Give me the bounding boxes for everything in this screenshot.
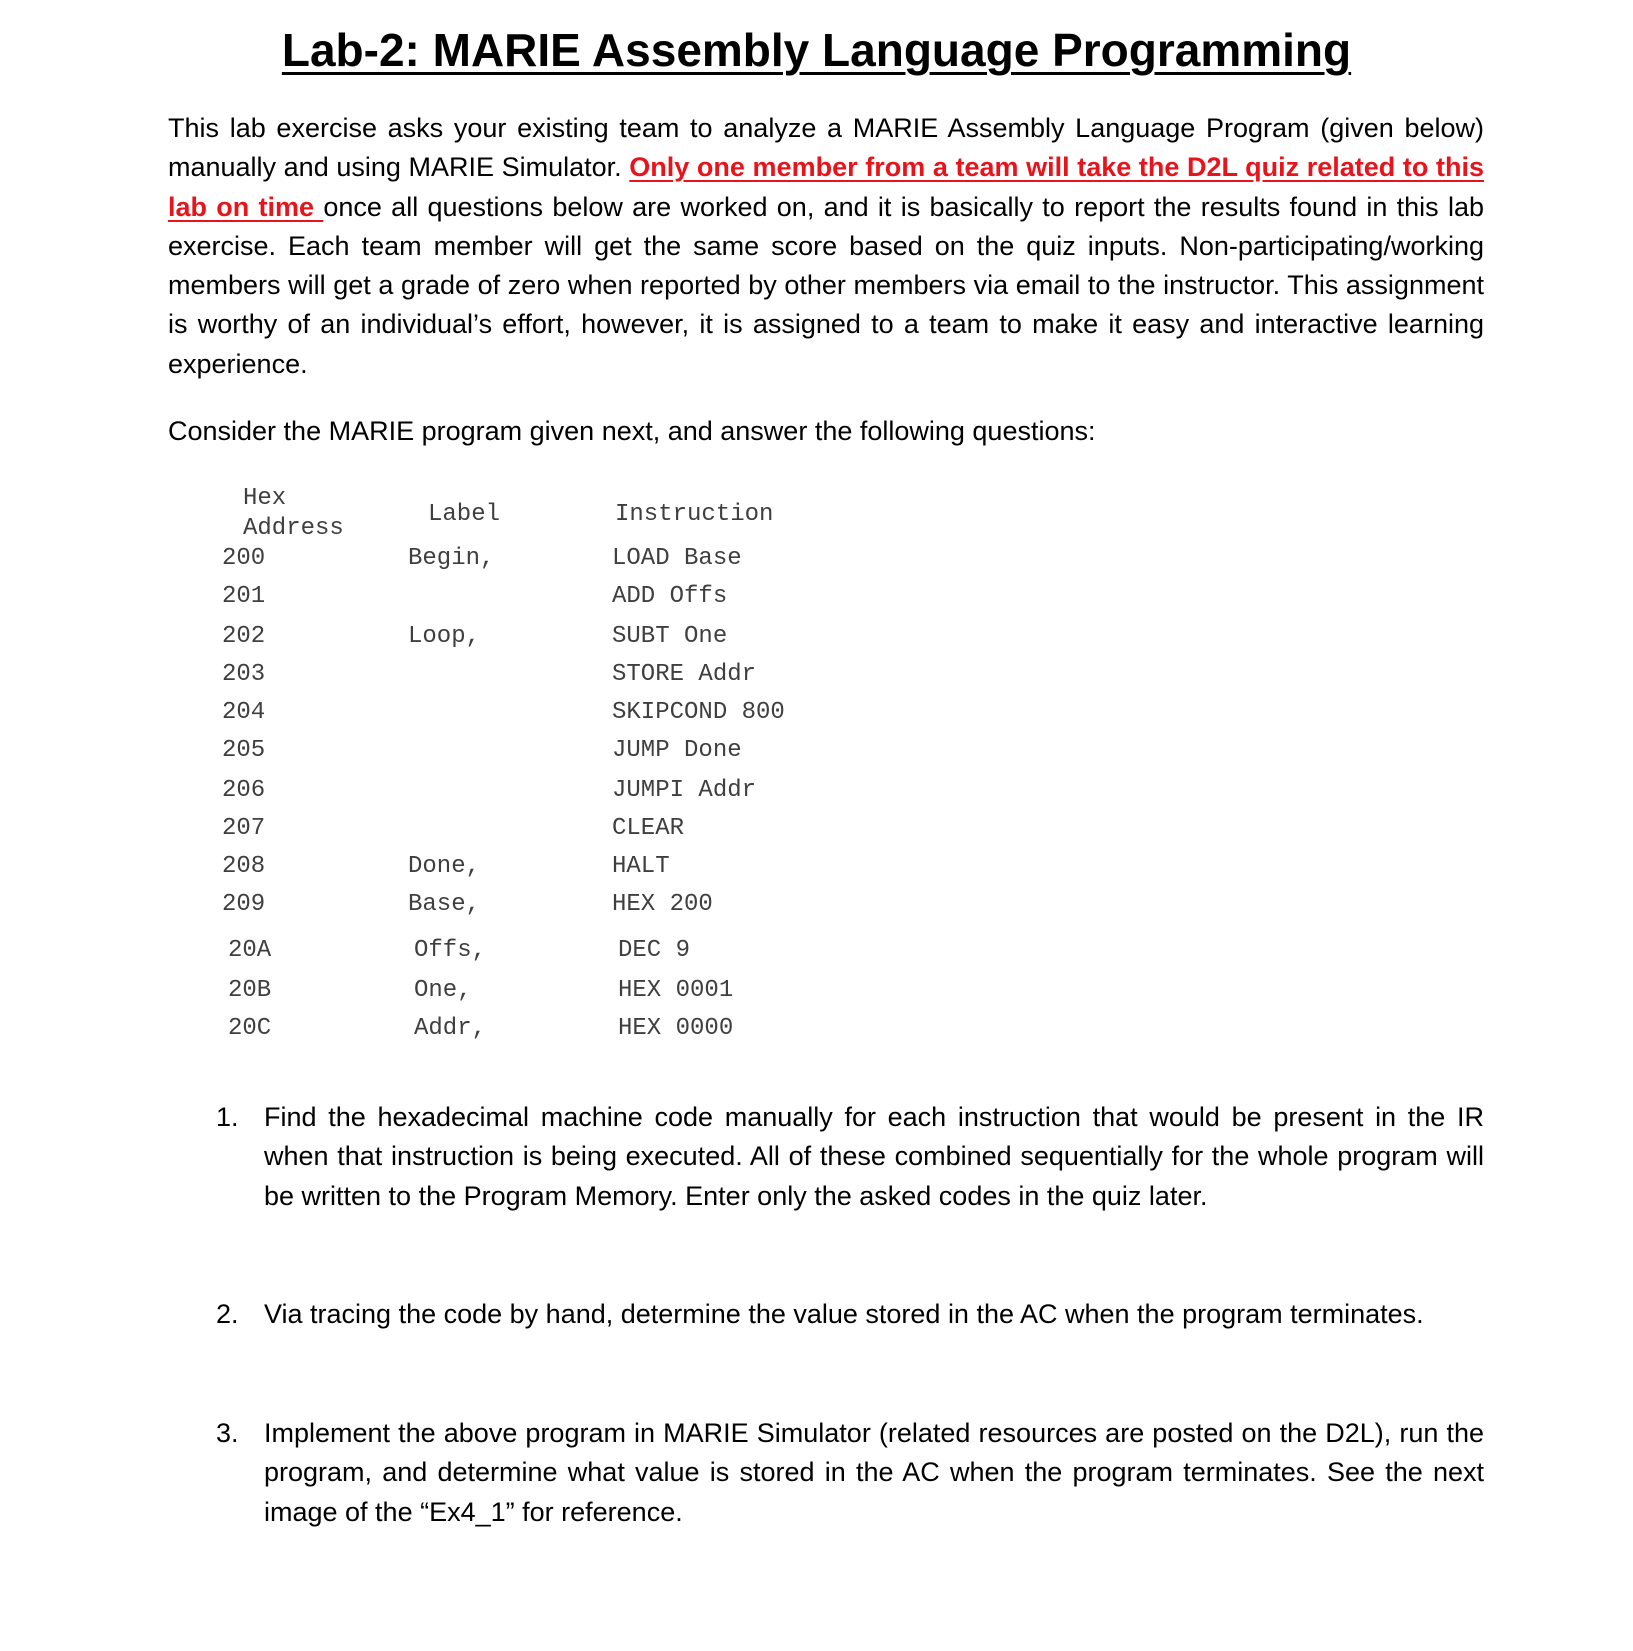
row-instruction: JUMPI Addr <box>612 777 757 804</box>
table-row <box>0 1014 1633 1044</box>
question-text: Implement the above program in MARIE Simulator (related resources are posted on the D2L), run the program, and determine what value is stored in the AC when the program terminates. See the next image of the “Ex4_1” for reference. <box>264 1418 1484 1527</box>
intro-text-before: This lab exercise asks your existing team to analyze a MARIE Assembly Language Program (given below) manually and using MARIE Simulator. <box>168 113 1484 183</box>
table-row <box>0 936 1633 966</box>
row-label: Offs, <box>414 937 487 964</box>
row-address: 207 <box>222 815 266 842</box>
row-instruction: DEC 9 <box>618 937 691 964</box>
row-instruction: LOAD Base <box>612 545 742 572</box>
row-label: Begin, <box>408 545 495 572</box>
row-instruction: HEX 0000 <box>618 1015 734 1042</box>
header-address: Address <box>243 515 344 542</box>
question-item <box>216 1414 1484 1532</box>
row-address: 20C <box>228 1015 272 1042</box>
row-address: 209 <box>222 891 266 918</box>
row-instruction: HEX 0001 <box>618 977 734 1004</box>
row-address: 206 <box>222 777 266 804</box>
row-address: 205 <box>222 737 266 764</box>
quiz-notice-link[interactable]: Only one member from a team will take the D2L quiz related to this lab on time <box>168 152 1485 222</box>
row-instruction: SUBT One <box>612 623 728 650</box>
row-address: 203 <box>222 661 266 688</box>
table-row <box>0 582 1633 612</box>
header-instruction: Instruction <box>615 501 774 528</box>
question-item <box>216 1295 1484 1334</box>
intro-paragraph <box>168 109 1484 384</box>
header-hex: Hex <box>243 485 287 512</box>
table-row <box>0 544 1633 574</box>
question-number: 3. <box>216 1418 239 1448</box>
question-number: 2. <box>216 1299 239 1329</box>
row-instruction: ADD Offs <box>612 583 728 610</box>
consider-paragraph: Consider the MARIE program given next, and answer the following questions: <box>168 416 1096 446</box>
table-row <box>0 890 1633 920</box>
row-address: 204 <box>222 699 266 726</box>
row-label: Done, <box>408 853 481 880</box>
row-label: Loop, <box>408 623 481 650</box>
table-row <box>0 698 1633 728</box>
table-row <box>0 622 1633 652</box>
table-row <box>0 814 1633 844</box>
intro-text-after: once all questions below are worked on, and it is basically to report the results found in this lab exercise. Each team member will get the same score based on the quiz inputs. Non-participating/working members will get a grade of zero when reported by other members via email to the instructor. This assignment is worthy of an individual’s effort, however, it is assigned to a team to make it easy and interactive learning experience. <box>168 191 1484 379</box>
row-address: 20B <box>228 977 272 1004</box>
row-address: 20A <box>228 937 272 964</box>
row-instruction: STORE Addr <box>612 661 757 688</box>
table-row <box>0 736 1633 766</box>
table-row <box>0 976 1633 1006</box>
question-item <box>216 1098 1484 1216</box>
document-title: Lab-2: MARIE Assembly Language Programming <box>281 24 1352 76</box>
row-address: 200 <box>222 545 266 572</box>
question-number: 1. <box>216 1102 239 1132</box>
row-instruction: SKIPCOND 800 <box>612 699 785 726</box>
row-instruction: CLEAR <box>612 815 685 842</box>
row-label: Addr, <box>414 1015 487 1042</box>
table-row <box>0 660 1633 690</box>
row-instruction: JUMP Done <box>612 737 742 764</box>
row-address: 202 <box>222 623 266 650</box>
row-instruction: HEX 200 <box>612 891 713 918</box>
row-label: Base, <box>408 891 481 918</box>
question-text: Via tracing the code by hand, determine the value stored in the AC when the program terminates. <box>264 1299 1424 1329</box>
table-row <box>0 852 1633 882</box>
row-address: 201 <box>222 583 266 610</box>
question-text: Find the hexadecimal machine code manually for each instruction that would be present in the IR when that instruction is being executed. All of these combined sequentially for the whole program will be written to the Program Memory. Enter only the asked codes in the quiz later. <box>264 1102 1484 1211</box>
row-address: 208 <box>222 853 266 880</box>
header-label: Label <box>428 501 501 528</box>
table-row <box>0 776 1633 806</box>
row-instruction: HALT <box>612 853 670 880</box>
row-label: One, <box>414 977 472 1004</box>
